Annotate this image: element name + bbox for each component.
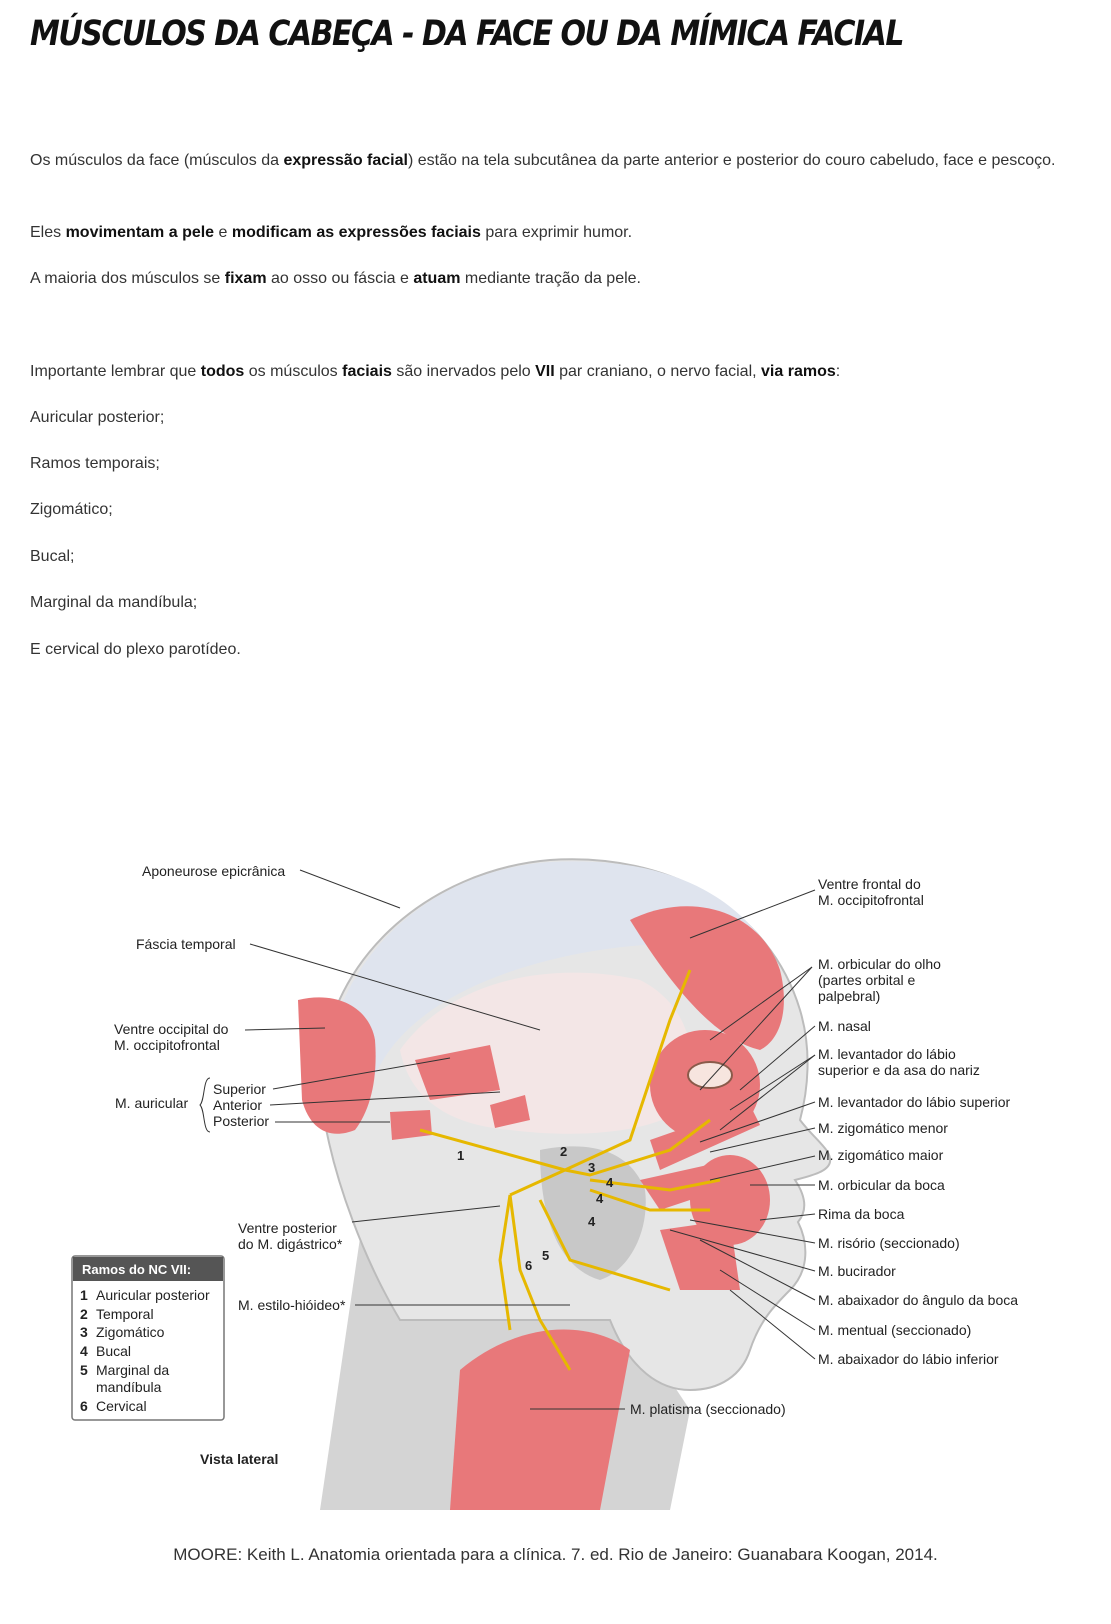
paragraph-intro: Os músculos da face (músculos da expressão facial) estão na tela subcutânea da parte anterior e posterior do couro cabeludo, face e pescoço. — [30, 152, 1056, 169]
legend-box — [72, 1256, 224, 1420]
nerve-number: 3 — [588, 1160, 596, 1175]
label-abaixador-labio: M. abaixador do lábio inferior — [818, 1351, 999, 1367]
anatomy-figure — [70, 850, 1060, 1510]
view-label: Vista lateral — [200, 1451, 279, 1467]
label-digastrico-line1: Ventre posterior — [238, 1220, 337, 1236]
legend-label: Marginal da — [96, 1362, 170, 1378]
label-platisma: M. platisma (seccionado) — [630, 1401, 786, 1417]
label-mentual: M. mentual (seccionado) — [818, 1322, 972, 1338]
label-zigomatico-menor: M. zigomático menor — [818, 1120, 948, 1136]
label-auricular: M. auricular — [115, 1095, 189, 1111]
nerve-number: 2 — [560, 1144, 568, 1159]
label-auricular-superior: Superior — [213, 1081, 266, 1097]
legend-num: 3 — [80, 1324, 88, 1340]
paragraph-function: Eles movimentam a pele e modificam as expressões faciais para exprimir humor. — [30, 224, 633, 241]
label-estilo-hioideo: M. estilo-hióideo* — [238, 1297, 346, 1313]
label-levantador-asa-line2: superior e da asa do nariz — [818, 1062, 980, 1078]
facial-muscles-illustration — [70, 850, 1060, 1510]
label-orbicular-boca: M. orbicular da boca — [818, 1177, 945, 1193]
legend-num: 1 — [80, 1287, 88, 1303]
paragraph-attachment: A maioria dos músculos se fixam ao osso ou fáscia e atuam mediante tração da pele. — [30, 270, 641, 287]
legend-num: 6 — [80, 1398, 88, 1414]
nerve-number: 6 — [525, 1258, 533, 1273]
legend-label: mandíbula — [96, 1379, 162, 1395]
label-orbicular-olho-line2: (partes orbital e — [818, 972, 916, 988]
nerve-number: 4 — [606, 1175, 614, 1190]
label-auricular-anterior: Anterior — [213, 1097, 263, 1113]
legend-label: Cervical — [96, 1398, 147, 1414]
label-orbicular-olho-line3: palpebral) — [818, 988, 881, 1004]
label-bucinador: M. bucirador — [818, 1263, 896, 1279]
legend-num: 2 — [80, 1306, 88, 1322]
page-title: MÚSCULOS DA CABEÇA - DA FACE OU DA MÍMICA FACIAL — [30, 14, 903, 55]
label-occipital-line1: Ventre occipital do — [114, 1021, 229, 1037]
legend-label: Temporal — [96, 1306, 154, 1322]
label-fascia-temporal: Fáscia temporal — [136, 936, 236, 952]
legend-num: 4 — [80, 1343, 88, 1359]
paragraph-innervation: Importante lembrar que todos os músculos faciais são inervados pelo VII par craniano, o nervo facial, via ramos: — [30, 363, 841, 380]
label-levantador-superior: M. levantador do lábio superior — [818, 1094, 1011, 1110]
legend-title: Ramos do NC VII: — [82, 1262, 192, 1277]
label-rima-boca: Rima da boca — [818, 1206, 905, 1222]
branch-list-item: E cervical do plexo parotídeo. — [30, 641, 241, 658]
label-nasal: M. nasal — [818, 1018, 871, 1034]
branch-list-item: Marginal da mandíbula; — [30, 594, 198, 611]
nerve-number: 4 — [588, 1214, 596, 1229]
label-orbicular-olho-line1: M. orbicular do olho — [818, 956, 941, 972]
eye-shape — [688, 1062, 732, 1088]
label-frontal-line1: Ventre frontal do — [818, 876, 921, 892]
branch-list-item: Zigomático; — [30, 501, 113, 518]
label-aponeurose: Aponeurose epicrânica — [142, 863, 286, 879]
label-zigomatico-maior: M. zigomático maior — [818, 1147, 944, 1163]
nerve-number: 4 — [596, 1191, 604, 1206]
label-levantador-asa-line1: M. levantador do lábio — [818, 1046, 956, 1062]
label-digastrico-line2: do M. digástrico* — [238, 1236, 343, 1252]
label-frontal-line2: M. occipitofrontal — [818, 892, 924, 908]
branch-list-item: Bucal; — [30, 548, 75, 565]
legend-label: Zigomático — [96, 1324, 165, 1340]
branch-list-item: Auricular posterior; — [30, 409, 165, 426]
label-abaixador-angulo: M. abaixador do ângulo da boca — [818, 1292, 1019, 1308]
label-auricular-posterior: Posterior — [213, 1113, 270, 1129]
label-risorio: M. risório (seccionado) — [818, 1235, 960, 1251]
label-occipital-line2: M. occipitofrontal — [114, 1037, 220, 1053]
legend-label: Bucal — [96, 1343, 132, 1359]
legend-num: 5 — [80, 1362, 88, 1378]
nerve-number: 1 — [457, 1148, 465, 1163]
nerve-number: 5 — [542, 1248, 550, 1263]
branch-list-item: Ramos temporais; — [30, 455, 160, 472]
auricular-posterior-shape — [390, 1110, 432, 1140]
occipital-belly-shape — [298, 997, 376, 1133]
figure-caption: MOORE: Keith L. Anatomia orientada para a clínica. 7. ed. Rio de Janeiro: Guanabara Koogan, 2014. — [173, 1545, 938, 1564]
legend-label: Auricular posterior — [96, 1287, 210, 1303]
